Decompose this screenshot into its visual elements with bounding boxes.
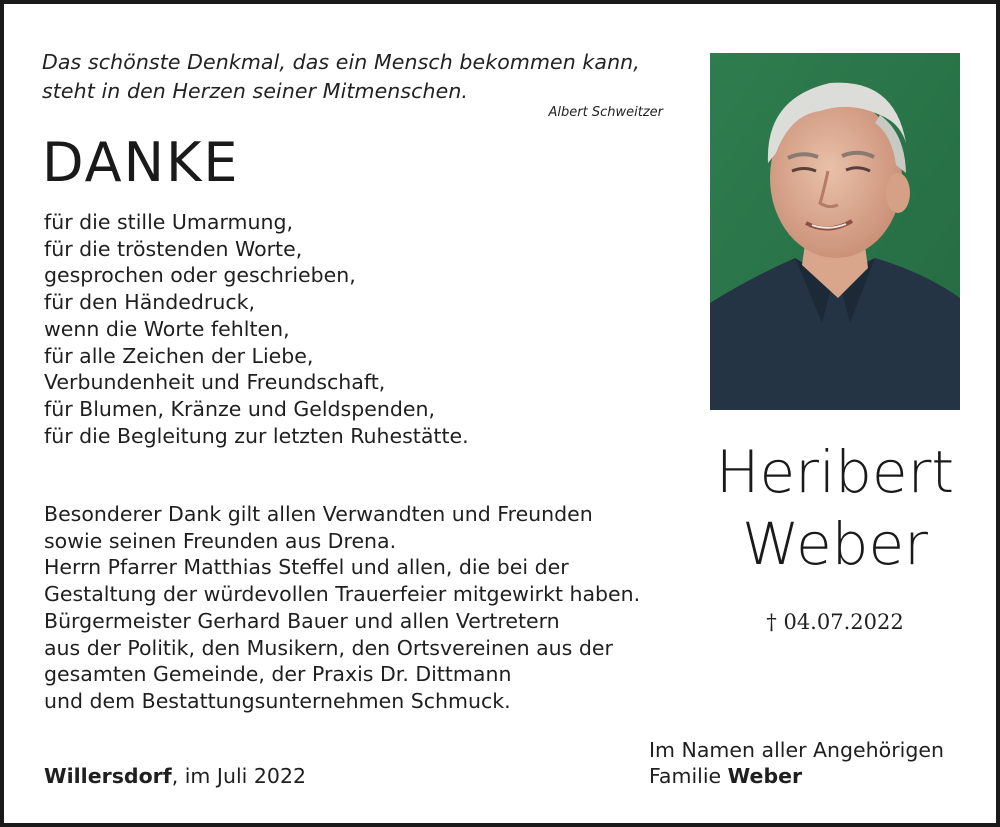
thanks-text [44,209,664,449]
family-line: Im Namen aller Angehörigen [649,738,944,762]
family-signature [649,737,989,789]
thanks-line: für die tröstenden Worte, [44,236,303,261]
thanks-line: für die Begleitung zur letzten Ruhestätte. [44,423,469,448]
special-line: und dem Bestattungsunternehmen Schmuck. [44,688,511,713]
quote-line: Das schönste Denkmal, das ein Mensch bekommen kann, [42,50,640,74]
special-line: Bürgermeister Gerhard Bauer und allen Vertretern [44,608,560,633]
first-name: Heribert [715,438,955,506]
thanks-line: für den Händedruck, [44,290,255,315]
special-line: Besonderer Dank gilt allen Verwandten und Freunden [44,502,593,526]
thanks-line: für Blumen, Kränze und Geldspenden, [44,396,435,421]
deceased-name [694,436,976,580]
family-prefix: Familie [649,764,728,788]
town-name: Willersdorf [44,764,172,788]
special-line: Herrn Pfarrer Matthias Steffel und allen, die bei der [44,555,569,580]
special-line: Gestaltung der würdevollen Trauerfeier mitgewirkt haben. [44,582,641,607]
special-line: aus der Politik, den Musikern, den Ortsvereinen aus der [44,635,613,660]
thanks-line: für die stille Umarmung, [44,210,294,234]
thanks-line: gesprochen oder geschrieben, [44,263,356,288]
quote-author: Albert Schweitzer [548,105,663,120]
date-text: , im Juli 2022 [171,764,307,788]
special-line: sowie seinen Freunden aus Drena. [44,528,397,553]
death-date: † 04.07.2022 [766,610,904,634]
thanks-line: für alle Zeichen der Liebe, [44,343,314,368]
special-thanks-text [44,501,684,715]
place-and-date [44,762,306,790]
last-name: Weber [742,510,928,578]
quote [42,48,682,106]
family-name-line [649,763,989,789]
portrait-photo [710,53,960,410]
quote-line: steht in den Herzen seiner Mitmenschen. [42,79,469,103]
special-line: gesamten Gemeinde, der Praxis Dr. Dittmann [44,662,512,687]
heading-danke: DANKE [42,131,240,194]
thanks-line: wenn die Worte fehlten, [44,316,290,341]
family-name: Weber [727,764,803,788]
thanks-line: Verbundenheit und Freundschaft, [44,370,386,395]
